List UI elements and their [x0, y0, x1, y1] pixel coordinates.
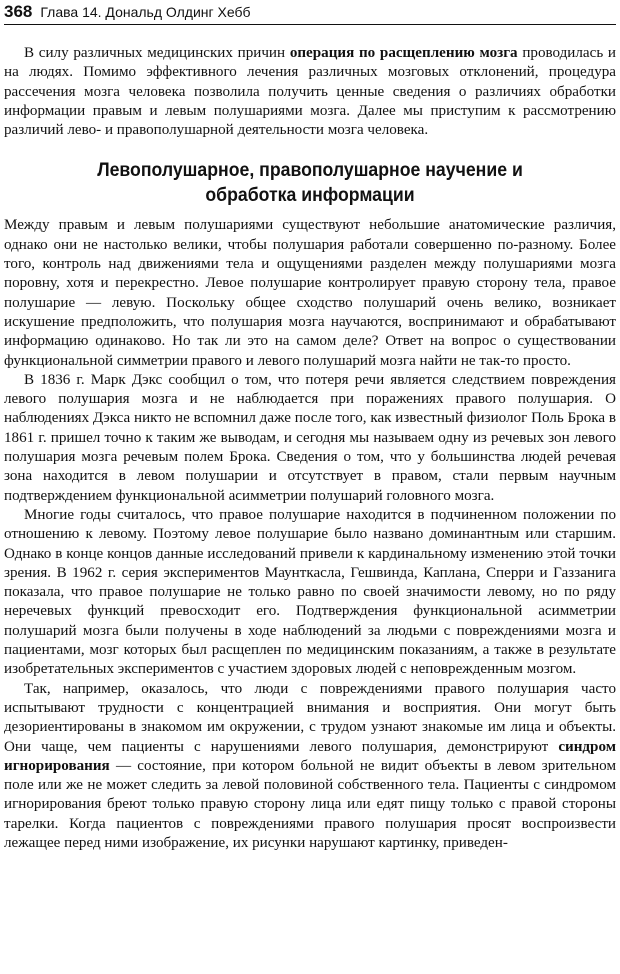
paragraph-2: В 1836 г. Марк Дэкс сообщил о том, что потеря речи является следствием повреждения левого полушария мозга и не наблюдается при поражениях правого полушария. О наблюдениях Дэкса никто не вспомнил даже после того, как известный физиолог Поль Брока в 1861 г. пришел точно к таким же выводам, и сегодня мы называем одну из речевых зон левого полушария мозга речевым полем Брока. Сведения о том, что у большинства людей речевая зона находится в левом полушарии и отсутствует в правом, стали первым научным подтверждением функциональной асимметрии полушарий головного мозга.	[4, 371, 616, 504]
paragraph-4-text-1: Так, например, оказалось, что люди с повреждениями правого полушария часто испытывают трудности с концентрацией внимания и восприятия. Они могут быть дезориентированы в знакомом им окружении, с трудом узнают знакомые им лица и объекты. Они чаще, чем пациенты с нарушениями левого полушария, демонстрируют	[4, 680, 616, 755]
intro-text-1: В силу различных медицинских причин	[24, 45, 290, 61]
paragraph-4-bold-term: синдром игнорирования	[4, 738, 616, 774]
paragraph-3: Многие годы считалось, что правое полушарие находится в подчиненном положении по отношению к левому. Поэтому левое полушарие было названо доминантным или старшим. Однако в конце концов данные исследований привели к кардинальному изменению этой точки зрения. В 1962 г. серия экспериментов Маунткасла, Гешвинда, Каплана, Сперри и Газзанига показала, что правое полушарие не только равно по своей значимости левому, но по ряду неречевых функций превосходит его. Подтверждения функциональной асимметрии полушарий мозга были получены в ходе наблюдений за людьми с повреждениями мозга и пациентами, мозг которых был расщеплен по медицинским показаниям, а также в результате изобретательных экспериментов с участием здоровых людей с неповрежденным мозгом.	[4, 506, 616, 678]
intro-paragraph	[4, 44, 616, 140]
intro-bold-term: операция по расщеплению мозга	[289, 45, 518, 61]
page-header	[4, 0, 616, 25]
paragraph-4-text-2: — состояние, при котором больной не видит объекты в левом зрительном поле или же не может следить за левой половиной собственного тела. Пациенты с синдромом игнорирования бреют только правую сторону лица или едят пищу только с правой стороны тарелки. Когда пациентов с повреждениями правого полушария просят воспроизвести лежащее перед ними изображение, их рисунки нарушают картинку, приведен-	[4, 757, 616, 851]
paragraph-4	[4, 680, 616, 854]
running-head: Глава 14. Дональд Олдинг Хебб	[40, 4, 251, 20]
page-body	[4, 44, 616, 853]
intro-text-2: проводилась и на людях. Помимо эффективного лечения различных мозговых отклонений, процедура рассечения мозга человека позволила получить ценные сведения о различиях обработки информации правым и левым полушариями мозга. Далее мы приступим к рассмотрению различий лево- и правополушарной деятельности мозга человека.	[4, 45, 616, 139]
section-title: Левополушарное, правополушарное научение и обработка информации	[97, 160, 523, 207]
page-number: 368	[4, 2, 33, 21]
paragraph-1: Между правым и левым полушариями существуют небольшие анатомические различия, однако они не настолько велики, чтобы полушария работали совершенно по-разному. Более того, контроль над движениями тела и ощущениями разделен между полушариями мозга поровну, хотя и перекрестно. Левое полушарие контролирует правую сторону тела, правое полушарие — левую. Поскольку общее сходство полушарий очень велико, возникает искушение предположить, что полушария мозга научаются, воспринимают и обрабатывают информацию одинаково. Но так ли это на самом деле? Ответ на вопрос о существовании функциональной симметрии правого и левого полушарий мозга найти не так-то просто.	[4, 217, 616, 369]
